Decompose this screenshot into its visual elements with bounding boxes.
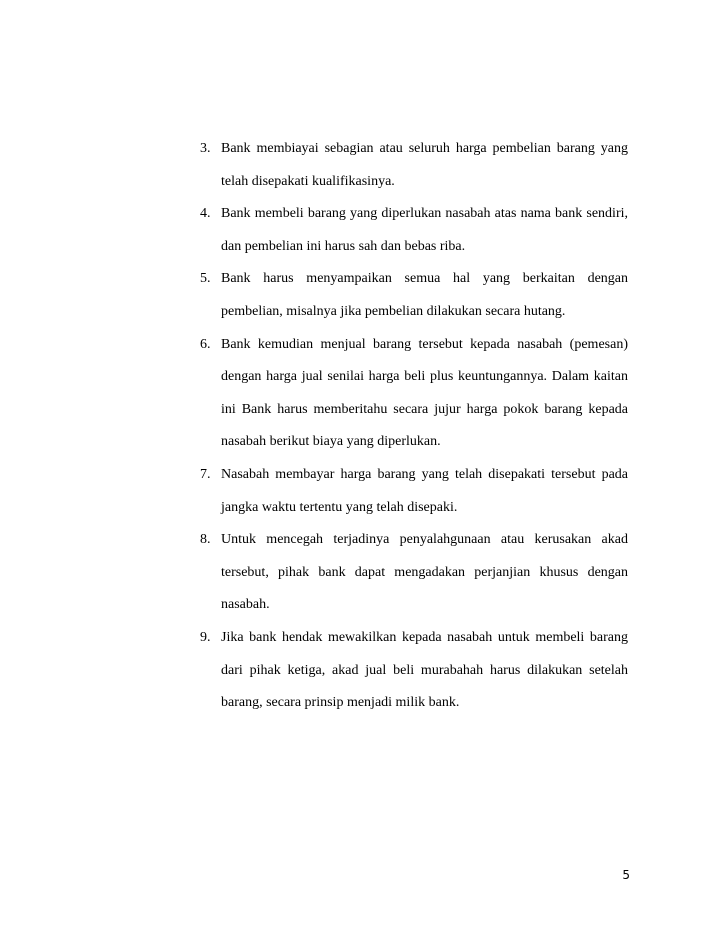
page-number: 5 [622,868,630,882]
list-item [200,459,628,524]
list-item [200,263,628,328]
list-item-number: 4. [200,206,211,222]
list-item-number: 5. [200,271,211,287]
list-item [200,524,628,622]
list-item-text: Bank membiayai sebagian atau seluruh harga pembelian barang yang telah disepakati kualifikasinya. [221,141,628,189]
list-item [200,329,628,459]
list-item-number: 6. [200,336,211,352]
list-item-text: Bank membeli barang yang diperlukan nasabah atas nama bank sendiri, dan pembelian ini harus sah dan bebas riba. [221,206,628,254]
list-item-number: 9. [200,629,211,645]
list-item [200,198,628,263]
list-item-text: Jika bank hendak mewakilkan kepada nasabah untuk membeli barang dari pihak ketiga, akad jual beli murabahah harus dilakukan setelah barang, secara prinsip menjadi milik bank. [221,629,628,711]
list-item [200,622,628,720]
list-item-number: 3. [200,141,211,156]
list-item-text: Nasabah membayar harga barang yang telah disepakati tersebut pada jangka waktu tertentu yang telah disepaki. [221,466,628,515]
list-item [200,133,628,198]
list-item-number: 7. [200,466,211,482]
list-item-text: Untuk mencegah terjadinya penyalahgunaan atau kerusakan akad tersebut, pihak bank dapat mengadakan perjanjian khusus dengan nasabah. [221,532,628,613]
list-item-text: Bank kemudian menjual barang tersebut kepada nasabah (pemesan) dengan harga jual senilai harga beli plus keuntungannya. Dalam kaitan ini Bank harus memberitahu secara jujur harga pokok barang kepada nasabah berikut biaya yang diperlukan. [221,336,628,450]
list-item-text: Bank harus menyampaikan semua hal yang berkaitan dengan pembelian, misalnya jika pembelian dilakukan secara hutang. [221,271,628,319]
numbered-list [200,133,628,720]
list-item-number: 8. [200,532,211,548]
